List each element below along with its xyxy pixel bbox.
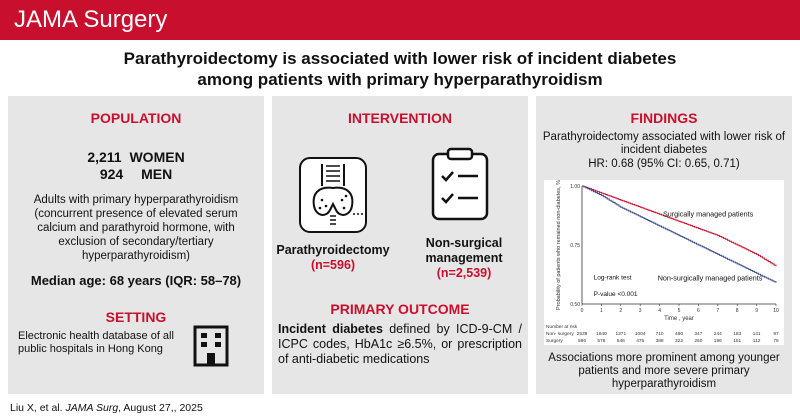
x-tick-label: 4: [658, 308, 661, 314]
y-tick-label: 0.75: [570, 243, 580, 249]
findings-line1: Parathyroidectomy associated with lower risk of: [542, 131, 786, 143]
logrank-label: Log-rank test: [593, 274, 632, 282]
risk-table-cell: 1840: [596, 332, 607, 337]
x-tick-label: 3: [638, 308, 642, 314]
findings-line2: incident diabetes: [620, 144, 708, 156]
y-tick-label: 0.50: [570, 302, 580, 308]
risk-table-cell: 710: [655, 332, 664, 337]
x-tick-label: 5: [677, 308, 681, 314]
women-count-line: [8, 149, 264, 166]
x-tick-label: 6: [697, 308, 700, 314]
arm2-label-line1: Non-surgical: [425, 236, 503, 250]
setting-heading: SETTING: [105, 309, 167, 325]
risk-table-cell: 112: [752, 339, 761, 344]
series-line-surgery: [582, 186, 776, 266]
findings-bottom-line1: Associations more prominent among younger: [548, 352, 780, 364]
arm1-label: Parathyroidectomy: [276, 243, 390, 257]
citation: [10, 402, 203, 414]
men-label: MEN: [141, 166, 173, 182]
citation-date: , August 27,, 2025: [118, 402, 203, 414]
population-panel: [8, 96, 264, 394]
population-description: Adults with primary hyperparathyroidism (concurrent presence of elevated serum calcium and parathyroid hormone, with exclusion of secondary/tertiary hyperparathyroidism): [33, 194, 239, 262]
risk-table-cell: 1371: [615, 332, 627, 337]
citation-journal: JAMA Surg: [65, 402, 119, 414]
title-line-2: among patients with primary hyperparathyroidism: [197, 70, 603, 89]
page-title: [0, 48, 800, 90]
title-line-1: Parathyroidectomy is associated with lower risk of incident diabetes: [123, 49, 677, 68]
journal-brand: JAMA Surgery: [14, 6, 168, 33]
kaplan-meier-chart: [544, 180, 784, 345]
intervention-panel: [272, 96, 528, 394]
men-count-line: [8, 166, 264, 183]
outcome-definition: defined by ICD-9-CM / ICPC codes, HbA1c ≥6.5%, or prescription of anti-diabetic medications: [278, 322, 522, 366]
x-tick-label: 0: [580, 308, 584, 314]
hospital-building-icon: [190, 324, 232, 368]
risk-table-cell: 546: [616, 339, 625, 344]
risk-table-cell: 151: [733, 339, 742, 344]
risk-table-cell: 578: [597, 339, 606, 344]
risk-table-cell: 78: [773, 339, 779, 344]
pvalue-label: P-value <0.001: [593, 291, 638, 299]
series-label-surgery: Surgically managed patients: [662, 209, 754, 219]
risk-table-cell: 480: [674, 332, 684, 337]
x-tick-label: 9: [755, 308, 758, 314]
findings-heading: FINDINGS: [630, 110, 698, 126]
journal-header: [0, 0, 800, 40]
arm1-n: (n=596): [310, 258, 356, 272]
risk-table-cell: 475: [636, 339, 645, 344]
series-line-non-surgery: [582, 186, 776, 283]
risk-table-cell: 2539: [576, 332, 588, 337]
y-axis-label: Probability of patients who remained non-diabetes, %: [556, 180, 562, 310]
x-tick-label: 10: [773, 308, 779, 314]
risk-table-cell: 1004: [634, 332, 646, 337]
intervention-heading: INTERVENTION: [348, 110, 452, 126]
findings-bottom-line3: hyperparathyroidism: [611, 378, 717, 390]
findings-panel: [536, 96, 792, 394]
series-label-non-surgery: Non-surgically managed patients: [657, 273, 763, 283]
risk-table-cell: 244: [713, 332, 722, 337]
findings-hr: HR: 0.68 (95% CI: 0.65, 0.71): [588, 158, 740, 170]
risk-table-cell: 260: [694, 339, 703, 344]
primary-outcome-heading: PRIMARY OUTCOME: [330, 301, 470, 317]
median-age: Median age: 68 years (IQR: 58–78): [30, 273, 242, 288]
y-tick-label: 1.00: [570, 184, 580, 190]
risk-table-cell: 596: [577, 339, 587, 344]
outcome-bold: Incident diabetes: [278, 322, 383, 336]
risk-table-cell: 196: [713, 339, 722, 344]
women-label: WOMEN: [129, 149, 185, 165]
risk-table-cell: 97: [773, 332, 779, 337]
risk-table-row-label: Non- surgery: [546, 332, 574, 337]
risk-table-cell: 141: [752, 332, 761, 337]
x-tick-label: 8: [735, 308, 739, 314]
x-tick-label: 2: [619, 308, 623, 314]
x-tick-label: 1: [600, 308, 603, 314]
population-heading: POPULATION: [90, 110, 182, 126]
arm2-n: (n=2,539): [436, 266, 492, 280]
risk-table-cell: 388: [655, 339, 664, 344]
citation-authors: Liu X, et al.: [10, 402, 63, 414]
findings-bottom-line2: patients and more severe primary: [578, 365, 750, 377]
risk-table-cell: 347: [694, 332, 703, 337]
women-count: 2,211: [87, 149, 122, 165]
risk-table-cell: 183: [733, 332, 742, 337]
setting-text: Electronic health database of all public hospitals in Hong Kong: [18, 330, 174, 355]
risk-table-cell: 322: [674, 339, 684, 344]
x-tick-label: 7: [716, 308, 720, 314]
arm2-label-line2: management: [425, 251, 503, 265]
x-axis-label: Time , year: [664, 316, 694, 322]
risk-table-header: Number at risk: [546, 325, 578, 330]
thyroid-icon: [298, 156, 368, 234]
men-count: 924: [99, 166, 124, 182]
clipboard-checklist-icon: [430, 146, 490, 222]
primary-outcome-text: [278, 322, 522, 367]
risk-table-row-label: Surgery: [546, 339, 563, 344]
